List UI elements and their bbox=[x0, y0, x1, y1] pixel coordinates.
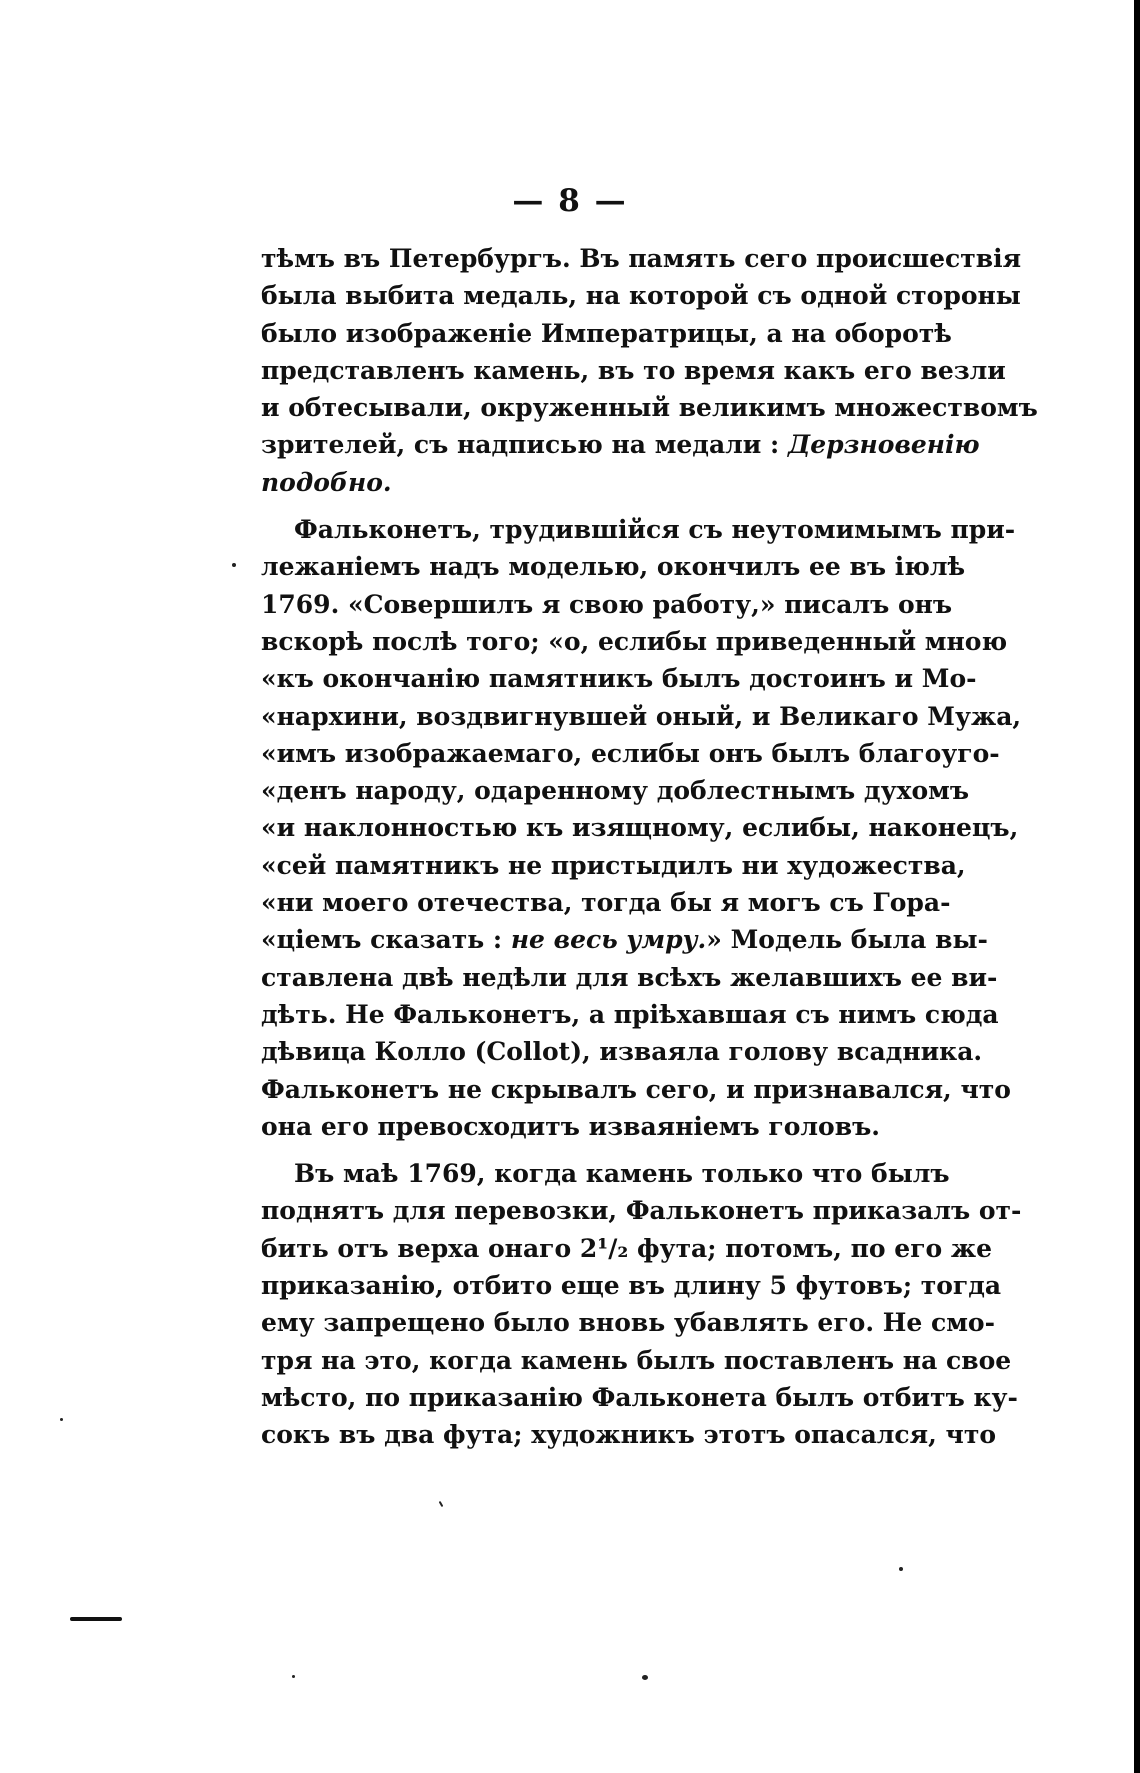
text-segment: фута; потомъ, по его же bbox=[628, 1233, 993, 1263]
text-line: «сей памятникъ не пристыдилъ ни художества, bbox=[261, 850, 966, 880]
text-line: мѣсто, по приказанію Фальконета былъ отбитъ ку- bbox=[261, 1382, 1018, 1412]
paragraph-first-line: Фальконетъ, трудившійся съ неутомимымъ при- bbox=[294, 515, 1016, 545]
italic-phrase: не весь умру. bbox=[510, 925, 707, 955]
text-line bbox=[261, 921, 988, 958]
text-line: дѣвица Колло (Collot), изваяла голову всадника. bbox=[261, 1037, 983, 1067]
page-number: — 8 — bbox=[512, 183, 628, 219]
scan-speck bbox=[232, 563, 236, 567]
text-line: поднятъ для перевозки, Фальконетъ приказалъ от- bbox=[261, 1196, 1022, 1226]
italic-phrase: подобно. bbox=[261, 467, 392, 497]
scan-speck bbox=[439, 1501, 444, 1507]
text-line: сокъ въ два фута; художникъ этотъ опасался, что bbox=[261, 1420, 996, 1450]
text-line: представленъ камень, въ то время какъ его везли bbox=[261, 355, 1006, 385]
text-line: она его превосходитъ изваяніемъ головъ. bbox=[261, 1111, 880, 1141]
text-line: «ни моего отечества, тогда бы я могъ съ Гора- bbox=[261, 888, 951, 918]
text-line bbox=[261, 464, 944, 501]
fraction: 2¹/₂ bbox=[579, 1233, 629, 1263]
text-line bbox=[261, 1230, 993, 1267]
italic-phrase: Дерзновенію bbox=[787, 430, 980, 460]
text-line: была выбита медаль, на которой съ одной стороны bbox=[261, 281, 1021, 311]
text-line: «и наклонностью къ изящному, еслибы, наконецъ, bbox=[261, 813, 1019, 843]
text-line: тѣмъ въ Петербургъ. Въ память сего происшествія bbox=[261, 244, 1022, 273]
paragraph-gap bbox=[261, 1145, 944, 1155]
text-line: дѣть. Не Фальконетъ, а пріѣхавшая съ нимъ сюда bbox=[261, 999, 999, 1029]
text-line: тря на это, когда камень былъ поставленъ на свое bbox=[261, 1345, 1012, 1375]
body-text bbox=[261, 240, 1038, 1454]
paragraph-gap bbox=[261, 501, 944, 511]
text-line: «имъ изображаемаго, еслибы онъ былъ благоуго- bbox=[261, 738, 1000, 768]
text-line: 1769. «Совершилъ я свою работу,» писалъ онъ bbox=[261, 589, 953, 619]
scan-speck bbox=[292, 1675, 295, 1678]
text-segment: бить отъ верха онаго bbox=[261, 1233, 580, 1263]
paragraph-first-line: Въ маѣ 1769, когда камень только что былъ bbox=[294, 1159, 950, 1189]
text-segment: зрителей, съ надписью на медали : bbox=[261, 430, 788, 460]
scan-speck bbox=[60, 1418, 63, 1421]
text-line: «къ окончанію памятникъ былъ достоинъ и Мо- bbox=[261, 664, 977, 694]
text-line: приказанію, отбито еще въ длину 5 футовъ; тогда bbox=[261, 1271, 1002, 1301]
text-line: вскорѣ послѣ того; «о, еслибы приведенный мною bbox=[261, 626, 1008, 656]
text-line: Фальконетъ не скрывалъ сего, и признавался, что bbox=[261, 1074, 1011, 1104]
page-edge-shadow bbox=[1134, 0, 1140, 1773]
text-segment: «ціемъ сказать : bbox=[261, 925, 511, 955]
scan-mark bbox=[70, 1617, 122, 1621]
scan-speck bbox=[642, 1675, 648, 1680]
text-line: «нархини, воздвигнувшей оный, и Великаго Мужа, bbox=[261, 701, 1022, 731]
text-line: ему запрещено было вновь убавлять его. Не смо- bbox=[261, 1308, 995, 1338]
text-line: лежаніемъ надъ моделью, окончилъ ее въ іюлѣ bbox=[261, 552, 966, 582]
text-line: и обтесывали, окруженный великимъ множествомъ bbox=[261, 393, 1038, 423]
text-line: ставлена двѣ недѣли для всѣхъ желавшихъ ее ви- bbox=[261, 962, 998, 992]
text-segment: » Модель была вы- bbox=[706, 925, 988, 955]
scan-speck bbox=[899, 1567, 903, 1571]
text-line: было изображеніе Императрицы, а на оборотѣ bbox=[261, 318, 952, 348]
text-line: «денъ народу, одаренному доблестнымъ духомъ bbox=[261, 776, 970, 806]
text-line bbox=[261, 426, 980, 463]
